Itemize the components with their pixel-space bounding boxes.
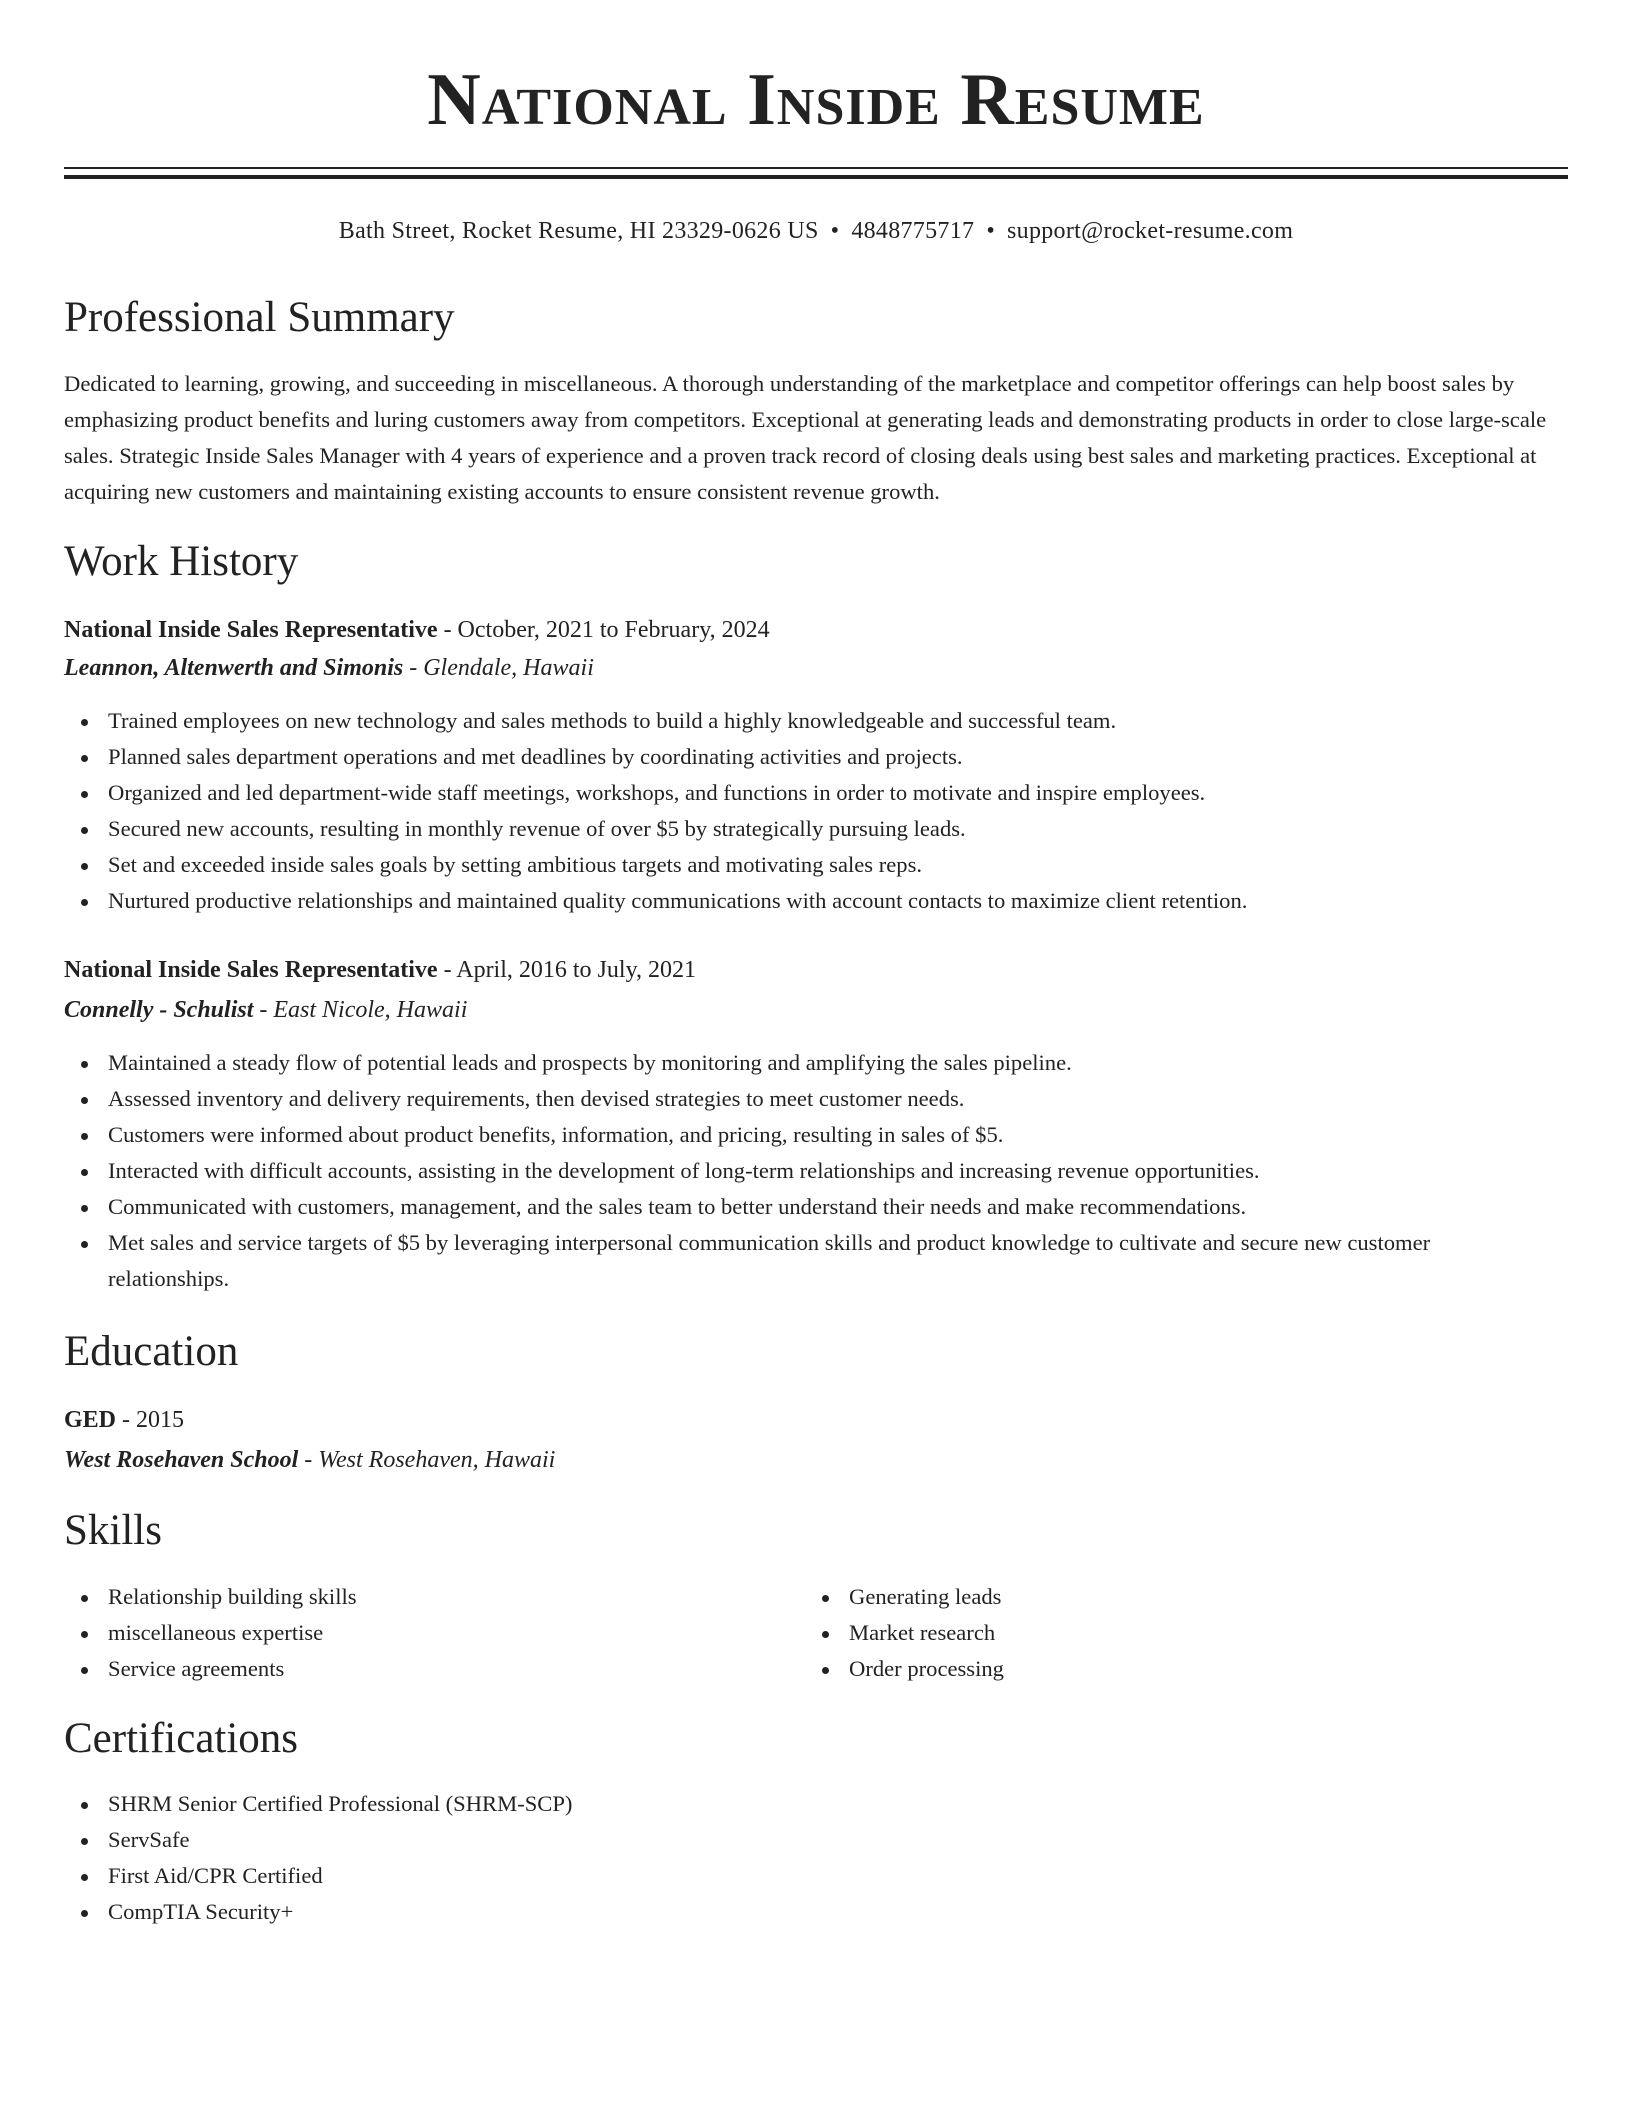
skills-heading: Skills: [64, 1507, 162, 1554]
job-dates: - April, 2016 to July, 2021: [437, 957, 697, 983]
contact-phone: 4848775717: [851, 218, 975, 244]
job-company-line: [64, 650, 1568, 686]
job-dates: - October, 2021 to February, 2024: [437, 617, 770, 643]
skills-list-right: [805, 1579, 1549, 1687]
contact-separator: •: [830, 218, 840, 244]
job-title: National Inside Sales Representative: [64, 617, 438, 643]
education-school-line: [64, 1442, 1568, 1478]
work-history-heading: Work History: [64, 538, 299, 585]
list-item: Communicated with customers, management, and the sales team to better understand their needs and make recommendations.: [108, 1189, 1548, 1225]
list-item: Market research: [849, 1615, 1549, 1651]
list-item: CompTIA Security+: [108, 1894, 1108, 1930]
list-item: ServSafe: [108, 1822, 1108, 1858]
contact-line: [64, 213, 1568, 249]
header-divider-thick: [64, 175, 1568, 179]
certifications-list: [64, 1786, 1108, 1930]
list-item: Assessed inventory and delivery requirements, then devised strategies to meet customer needs.: [108, 1081, 1548, 1117]
list-item: Maintained a steady flow of potential leads and prospects by monitoring and amplifying the sales pipeline.: [108, 1045, 1548, 1081]
education-heading: Education: [64, 1328, 239, 1375]
contact-email: support@rocket-resume.com: [1007, 218, 1294, 244]
job-title-line: [64, 612, 1568, 648]
job-bullets: [64, 703, 1548, 919]
resume-page: [64, 0, 1568, 1924]
education-degree-line: [64, 1402, 1568, 1438]
list-item: SHRM Senior Certified Professional (SHRM-SCP): [108, 1786, 1108, 1822]
job-company: Leannon, Altenwerth and Simonis: [64, 655, 404, 681]
certifications-heading: Certifications: [64, 1715, 299, 1762]
list-item: Trained employees on new technology and sales methods to build a highly knowledgeable and successful team.: [108, 703, 1548, 739]
list-item: Organized and led department-wide staff meetings, workshops, and functions in order to motivate and inspire employees.: [108, 775, 1548, 811]
job-company-line: [64, 992, 1568, 1028]
job-title-line: [64, 952, 1568, 988]
education-year: - 2015: [116, 1407, 185, 1433]
skills-list-left: [64, 1579, 808, 1687]
list-item: First Aid/CPR Certified: [108, 1858, 1108, 1894]
contact-separator: •: [986, 218, 996, 244]
list-item: Generating leads: [849, 1579, 1549, 1615]
list-item: Relationship building skills: [108, 1579, 808, 1615]
summary-heading: Professional Summary: [64, 294, 455, 341]
list-item: Set and exceeded inside sales goals by setting ambitious targets and motivating sales reps.: [108, 847, 1548, 883]
list-item: Secured new accounts, resulting in monthly revenue of over $5 by strategically pursuing leads.: [108, 811, 1548, 847]
list-item: Customers were informed about product benefits, information, and pricing, resulting in sales of $5.: [108, 1117, 1548, 1153]
list-item: Interacted with difficult accounts, assisting in the development of long-term relationships and increasing revenue opportunities.: [108, 1153, 1548, 1189]
list-item: Service agreements: [108, 1651, 808, 1687]
education-school: West Rosehaven School: [64, 1447, 299, 1473]
contact-address: Bath Street, Rocket Resume, HI 23329-0626 US: [338, 218, 819, 244]
resume-title: National Inside Resume: [427, 59, 1205, 141]
list-item: Met sales and service targets of $5 by leveraging interpersonal communication skills and product knowledge to cultivate and secure new customer relationships.: [108, 1225, 1548, 1297]
job-location: - Glendale, Hawaii: [403, 655, 594, 681]
job-title: National Inside Sales Representative: [64, 957, 438, 983]
header-divider-thin: [64, 167, 1568, 169]
summary-text: Dedicated to learning, growing, and succeeding in miscellaneous. A thorough understanding of the marketplace and competitor offerings can help boost sales by emphasizing product benefits and luring customers away from competitors. Exceptional at generating leads and demonstrating products in order to close large-scale sales. Strategic Inside Sales Manager with 4 years of experience and a proven track record of closing deals using best sales and marketing practices. Exceptional at acquiring new customers and maintaining existing accounts to ensure consistent revenue growth.: [64, 371, 1547, 504]
list-item: Order processing: [849, 1651, 1549, 1687]
list-item: miscellaneous expertise: [108, 1615, 808, 1651]
list-item: Planned sales department operations and met deadlines by coordinating activities and projects.: [108, 739, 1548, 775]
education-location: - West Rosehaven, Hawaii: [298, 1447, 556, 1473]
list-item: Nurtured productive relationships and maintained quality communications with account contacts to maximize client retention.: [108, 883, 1548, 919]
job-location: - East Nicole, Hawaii: [253, 997, 468, 1023]
education-degree: GED: [64, 1407, 117, 1433]
job-company: Connelly - Schulist: [64, 997, 254, 1023]
job-bullets: [64, 1045, 1548, 1297]
